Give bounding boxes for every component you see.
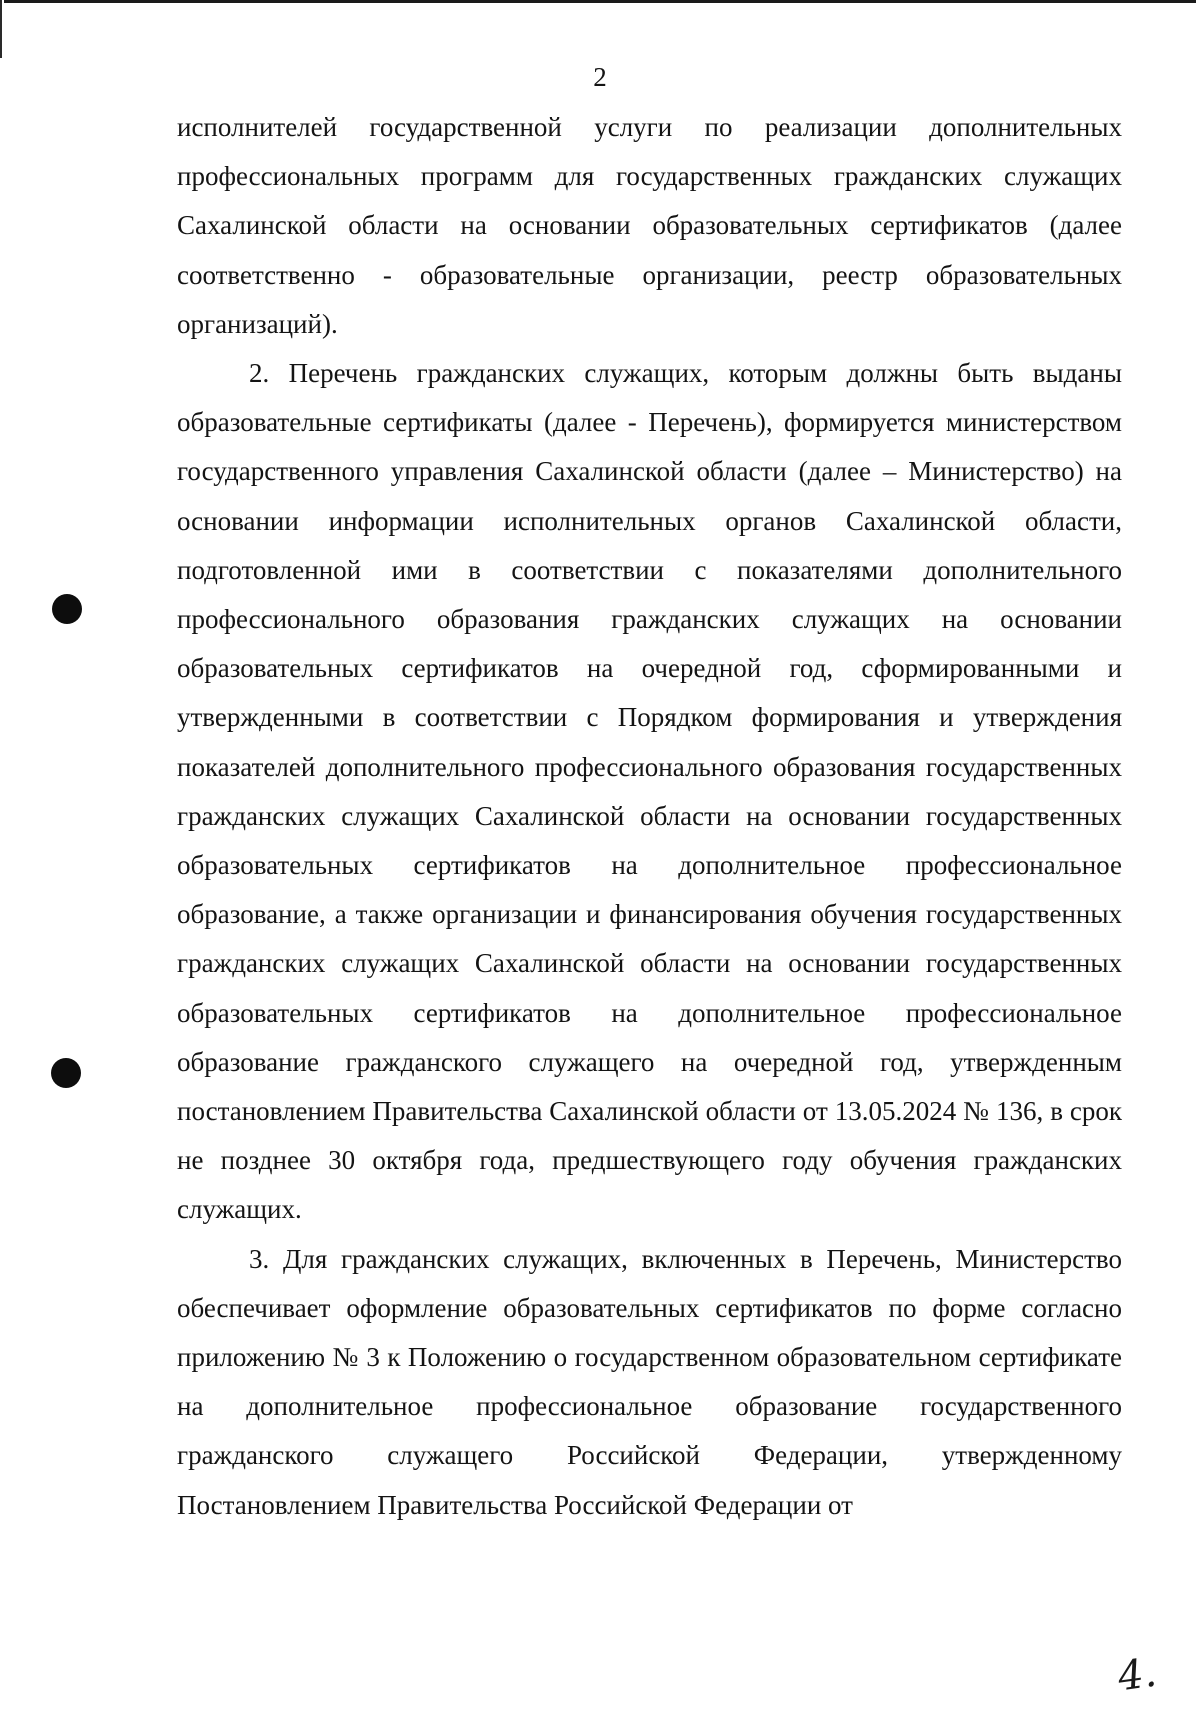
binder-punch-hole-bottom bbox=[51, 1058, 81, 1088]
paragraph-continuation: исполнителей государственной услуги по реализации дополнительных профессиональных программ для государственных гражданских служащих Сахалинской области на основании образовательных сертификатов (далее соответственно - образовательные организации, реестр образовательных организаций). bbox=[177, 112, 1122, 339]
document-body bbox=[177, 103, 1122, 1530]
paragraph-item-2: 2. Перечень гражданских служащих, которым должны быть выданы образовательные сертификаты (далее - Перечень), формируется министерством государственного управления Сахалинской области (далее – Министерство) на основании информации исполнительных органов Сахалинской области, подготовленной ими в соответствии с показателями дополнительного профессионального образования гражданских служащих на основании образовательных сертификатов на очередной год, сформированными и утвержденными в соответствии с Порядком формирования и утверждения показателей дополнительного профессионального образования государственных гражданских служащих Сахалинской области на основании государственных образовательных сертификатов на дополнительное профессиональное образование, а также организации и финансирования обучения государственных гражданских служащих Сахалинской области на основании государственных образовательных сертификатов на дополнительное профессиональное образование гражданского служащего на очередной год, утвержденным постановлением Правительства Сахалинской области от 13.05.2024 № 136, в срок не позднее 30 октября года, предшествующего году обучения гражданских служащих. bbox=[177, 358, 1122, 1225]
binder-punch-hole-top bbox=[52, 594, 82, 624]
paragraph-item-3: 3. Для гражданских служащих, включенных в Перечень, Министерство обеспечивает оформление образовательных сертификатов по форме согласно приложению № 3 к Положению о государственном образовательном сертификате на дополнительное профессиональное образование государственного гражданского служащего Российской Федерации, утвержденному Постановлением Правительства Российской Федерации от bbox=[177, 1243, 1122, 1520]
scan-top-edge-rule bbox=[4, 0, 1196, 3]
page-number: 2 bbox=[593, 62, 607, 92]
scan-left-edge-rule bbox=[0, 0, 2, 58]
handwritten-sheet-number: 4. bbox=[1114, 1649, 1160, 1701]
